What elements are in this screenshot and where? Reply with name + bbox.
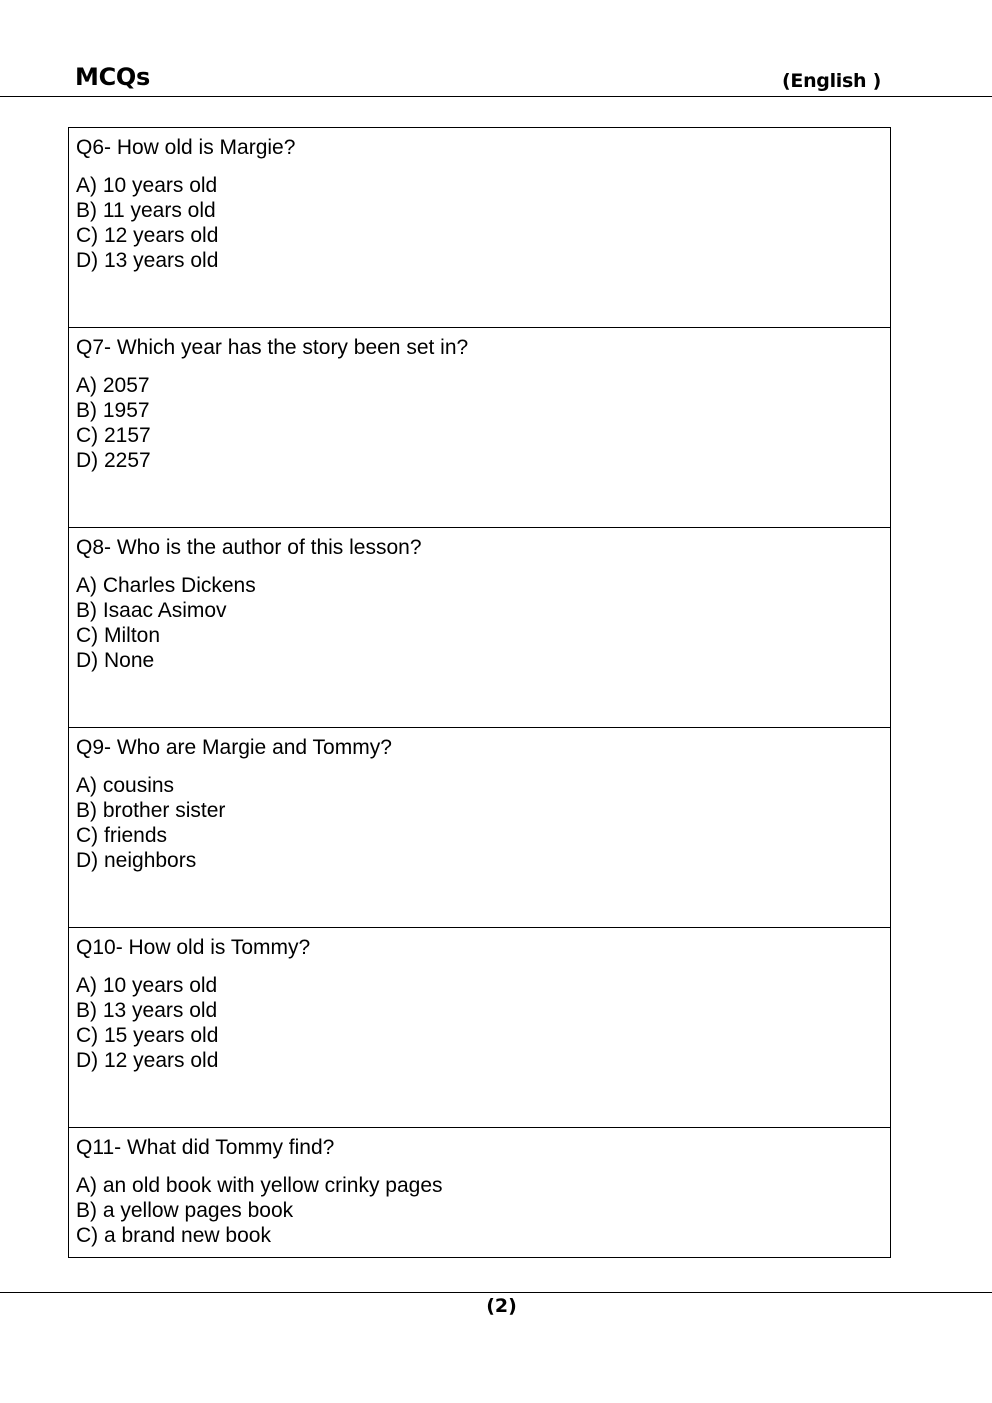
option-a: A) Charles Dickens (76, 574, 256, 597)
question-q6 (69, 128, 890, 328)
mcq-table (68, 127, 891, 1258)
option-c: C) Milton (76, 624, 161, 647)
option-c: C) friends (76, 824, 168, 847)
option-list (76, 773, 225, 873)
page-title: MCQs (75, 63, 150, 91)
question-q8 (69, 528, 890, 728)
option-d: D) None (76, 649, 155, 672)
option-b: B) 1957 (76, 399, 150, 422)
option-a: A) 2057 (76, 374, 150, 397)
option-list (76, 573, 256, 673)
question-text: Q8- Who is the author of this lesson? (76, 536, 422, 559)
question-q11 (69, 1128, 890, 1257)
option-c: C) 12 years old (76, 224, 219, 247)
option-a: A) cousins (76, 774, 175, 797)
question-text: Q6- How old is Margie? (76, 136, 296, 159)
page-number: (2) (486, 1295, 517, 1317)
option-list (76, 173, 218, 273)
option-b: B) 11 years old (76, 199, 216, 222)
option-c: C) 2157 (76, 424, 151, 447)
option-c: C) 15 years old (76, 1024, 219, 1047)
option-a: A) 10 years old (76, 974, 218, 997)
option-d: D) neighbors (76, 849, 197, 872)
option-b: B) brother sister (76, 799, 226, 822)
option-b: B) 13 years old (76, 999, 218, 1022)
option-a: A) 10 years old (76, 174, 218, 197)
option-d: D) 2257 (76, 449, 151, 472)
option-d: D) 13 years old (76, 249, 219, 272)
option-list (76, 373, 151, 473)
option-d: D) 12 years old (76, 1049, 219, 1072)
question-text: Q9- Who are Margie and Tommy? (76, 736, 392, 759)
option-a: A) an old book with yellow crinky pages (76, 1174, 443, 1197)
question-q7 (69, 328, 890, 528)
option-list (76, 973, 218, 1073)
option-b: B) a yellow pages book (76, 1199, 294, 1222)
option-b: B) Isaac Asimov (76, 599, 227, 622)
subject-label: (English ) (782, 70, 881, 92)
option-c: C) a brand new book (76, 1224, 271, 1247)
question-q9 (69, 728, 890, 928)
page-header (0, 0, 992, 97)
question-text: Q11- What did Tommy find? (76, 1136, 335, 1159)
question-text: Q7- Which year has the story been set in? (76, 336, 469, 359)
header-divider (0, 96, 992, 97)
question-text: Q10- How old is Tommy? (76, 936, 311, 959)
option-list (76, 1173, 443, 1248)
question-q10 (69, 928, 890, 1128)
